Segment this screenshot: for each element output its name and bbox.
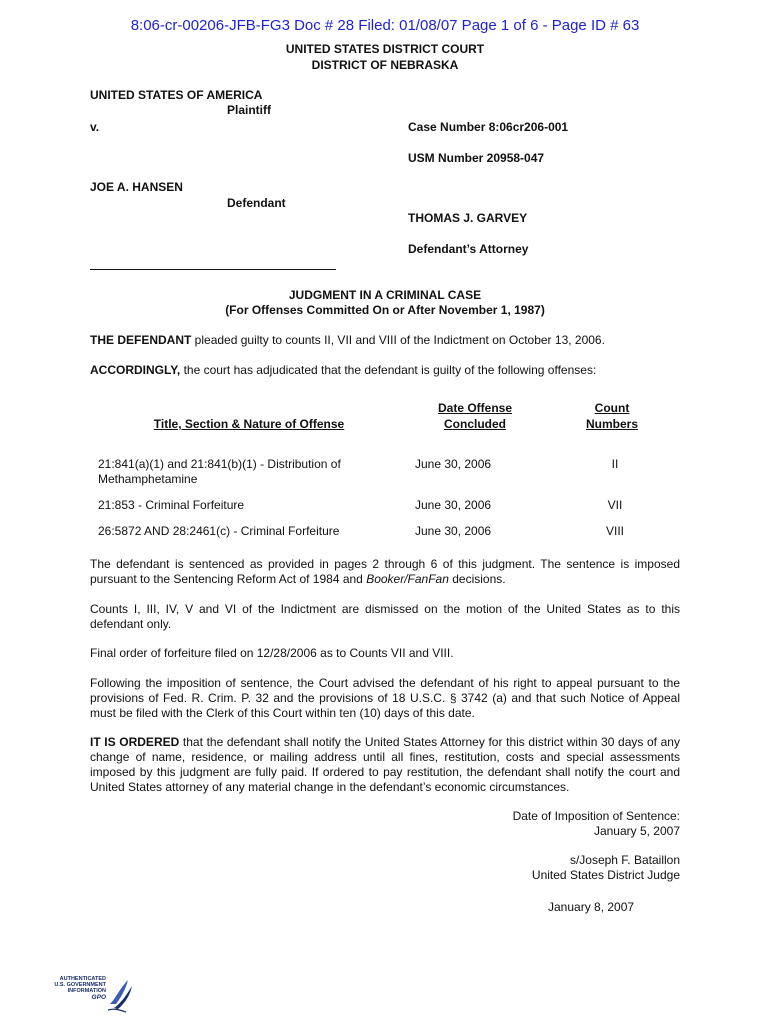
sentence-case-name: Booker/FanFan bbox=[366, 572, 449, 586]
table-row-count: II bbox=[611, 457, 619, 471]
table-row-count: VII bbox=[607, 498, 623, 512]
date-header-line1: Date Offense bbox=[437, 401, 513, 415]
gpo-authentication-seal bbox=[42, 976, 134, 1012]
sentence-text-1: The defendant is sentenced as provided in pages 2 through 6 of this judgment. The sentence is imposed pursuant to the Sentencing Reform Act of 1984 and bbox=[90, 557, 680, 586]
plaintiff-name: UNITED STATES OF AMERICA bbox=[90, 88, 263, 102]
table-row-offense: 21:841(a)(1) and 21:841(b)(1) - Distribution of Methamphetamine bbox=[98, 457, 341, 486]
versus: v. bbox=[90, 120, 100, 134]
table-row-count: VIII bbox=[605, 524, 624, 538]
attorney-role: Defendant’s Attorney bbox=[408, 242, 529, 256]
date-column-header bbox=[405, 400, 545, 432]
date-header-line2: Concluded bbox=[444, 417, 506, 431]
gpo-mark: GPO bbox=[91, 993, 106, 1001]
table-row-offense: 26:5872 AND 28:2461(c) - Criminal Forfeiture bbox=[98, 524, 340, 538]
ordered-lead: IT IS ORDERED bbox=[90, 735, 180, 749]
judge-title: United States District Judge bbox=[531, 868, 680, 882]
accordingly-paragraph bbox=[90, 363, 680, 378]
gpo-line2: U.S. GOVERNMENT bbox=[54, 982, 106, 989]
table-row-date: June 30, 2006 bbox=[415, 498, 492, 512]
gpo-line1: AUTHENTICATED bbox=[59, 976, 106, 982]
sentence-text-2: decisions. bbox=[448, 572, 506, 586]
table-row-date: June 30, 2006 bbox=[415, 457, 492, 471]
ordered-paragraph bbox=[90, 735, 680, 795]
count-column-header bbox=[572, 400, 652, 432]
appeal-paragraph: Following the imposition of sentence, the Court advised the defendant of his right to appeal pursuant to the provisions of Fed. R. Crim. P. 32 and the provisions of 18 U.S.C. § 3742 (a) and that such Notice of Appeal must be filed with the Clerk of this Court within ten (10) days of this date. bbox=[90, 676, 680, 720]
imposition-block bbox=[513, 809, 680, 839]
ordered-text: that the defendant shall notify the United States Attorney for this district within 30 days of any change of name, residence, or mailing address until all fines, restitution, costs and special assessments imposed by this judgment are fully paid. If ordered to pay restitution, the defendant shall notify the court and United States attorney of any material change in the defendant’s economic circumstances. bbox=[90, 735, 680, 794]
table-row-date: June 30, 2006 bbox=[415, 524, 492, 538]
defendant-lead: THE DEFENDANT bbox=[90, 333, 192, 347]
sentence-paragraph bbox=[90, 557, 680, 587]
plaintiff-role: Plaintiff bbox=[227, 103, 271, 117]
accordingly-lead: ACCORDINGLY, bbox=[90, 363, 181, 377]
judgment-subtitle: (For Offenses Committed On or After November 1, 1987) bbox=[225, 303, 545, 317]
caption-divider bbox=[90, 269, 336, 270]
defendant-text: pleaded guilty to counts II, VII and VIII of the Indictment on October 13, 2006. bbox=[191, 333, 605, 347]
forfeiture-paragraph: Final order of forfeiture filed on 12/28/2006 as to Counts VII and VIII. bbox=[90, 646, 454, 660]
count-header-line1: Count bbox=[594, 401, 630, 415]
table-row-offense: 21:853 - Criminal Forfeiture bbox=[98, 498, 245, 512]
imposition-date: January 5, 2007 bbox=[593, 824, 680, 838]
imposition-label: Date of Imposition of Sentence: bbox=[512, 809, 680, 823]
docket-header: 8:06-cr-00206-JFB-FG3 Doc # 28 Filed: 01/08/07 Page 1 of 6 - Page ID # 63 bbox=[130, 17, 640, 34]
signature-block bbox=[532, 853, 680, 883]
signed-date: January 8, 2007 bbox=[548, 900, 635, 914]
judgment-title: JUDGMENT IN A CRIMINAL CASE bbox=[288, 288, 482, 302]
gpo-line3: INFORMATION bbox=[67, 988, 106, 995]
court-name: UNITED STATES DISTRICT COURT bbox=[285, 42, 485, 56]
count-header-line2: Numbers bbox=[585, 417, 638, 431]
gpo-seal-text bbox=[42, 976, 106, 1001]
defendant-plea-paragraph bbox=[90, 333, 680, 348]
usm-number: USM Number 20958-047 bbox=[408, 151, 545, 165]
defendant-name: JOE A. HANSEN bbox=[90, 180, 183, 194]
attorney-name: THOMAS J. GARVEY bbox=[408, 211, 528, 225]
defendant-role: Defendant bbox=[227, 196, 286, 210]
eagle-icon bbox=[106, 974, 134, 1014]
accordingly-text: the court has adjudicated that the defendant is guilty of the following offenses: bbox=[180, 363, 597, 377]
judge-signature: s/Joseph F. Bataillon bbox=[569, 853, 680, 867]
offense-column-header: Title, Section & Nature of Offense bbox=[153, 417, 345, 431]
court-district: DISTRICT OF NEBRASKA bbox=[311, 58, 459, 72]
counts-dismissed-paragraph: Counts I, III, IV, V and VI of the Indictment are dismissed on the motion of the United States as to this defendant only. bbox=[90, 602, 680, 631]
case-number: Case Number 8:06cr206-001 bbox=[408, 120, 569, 134]
